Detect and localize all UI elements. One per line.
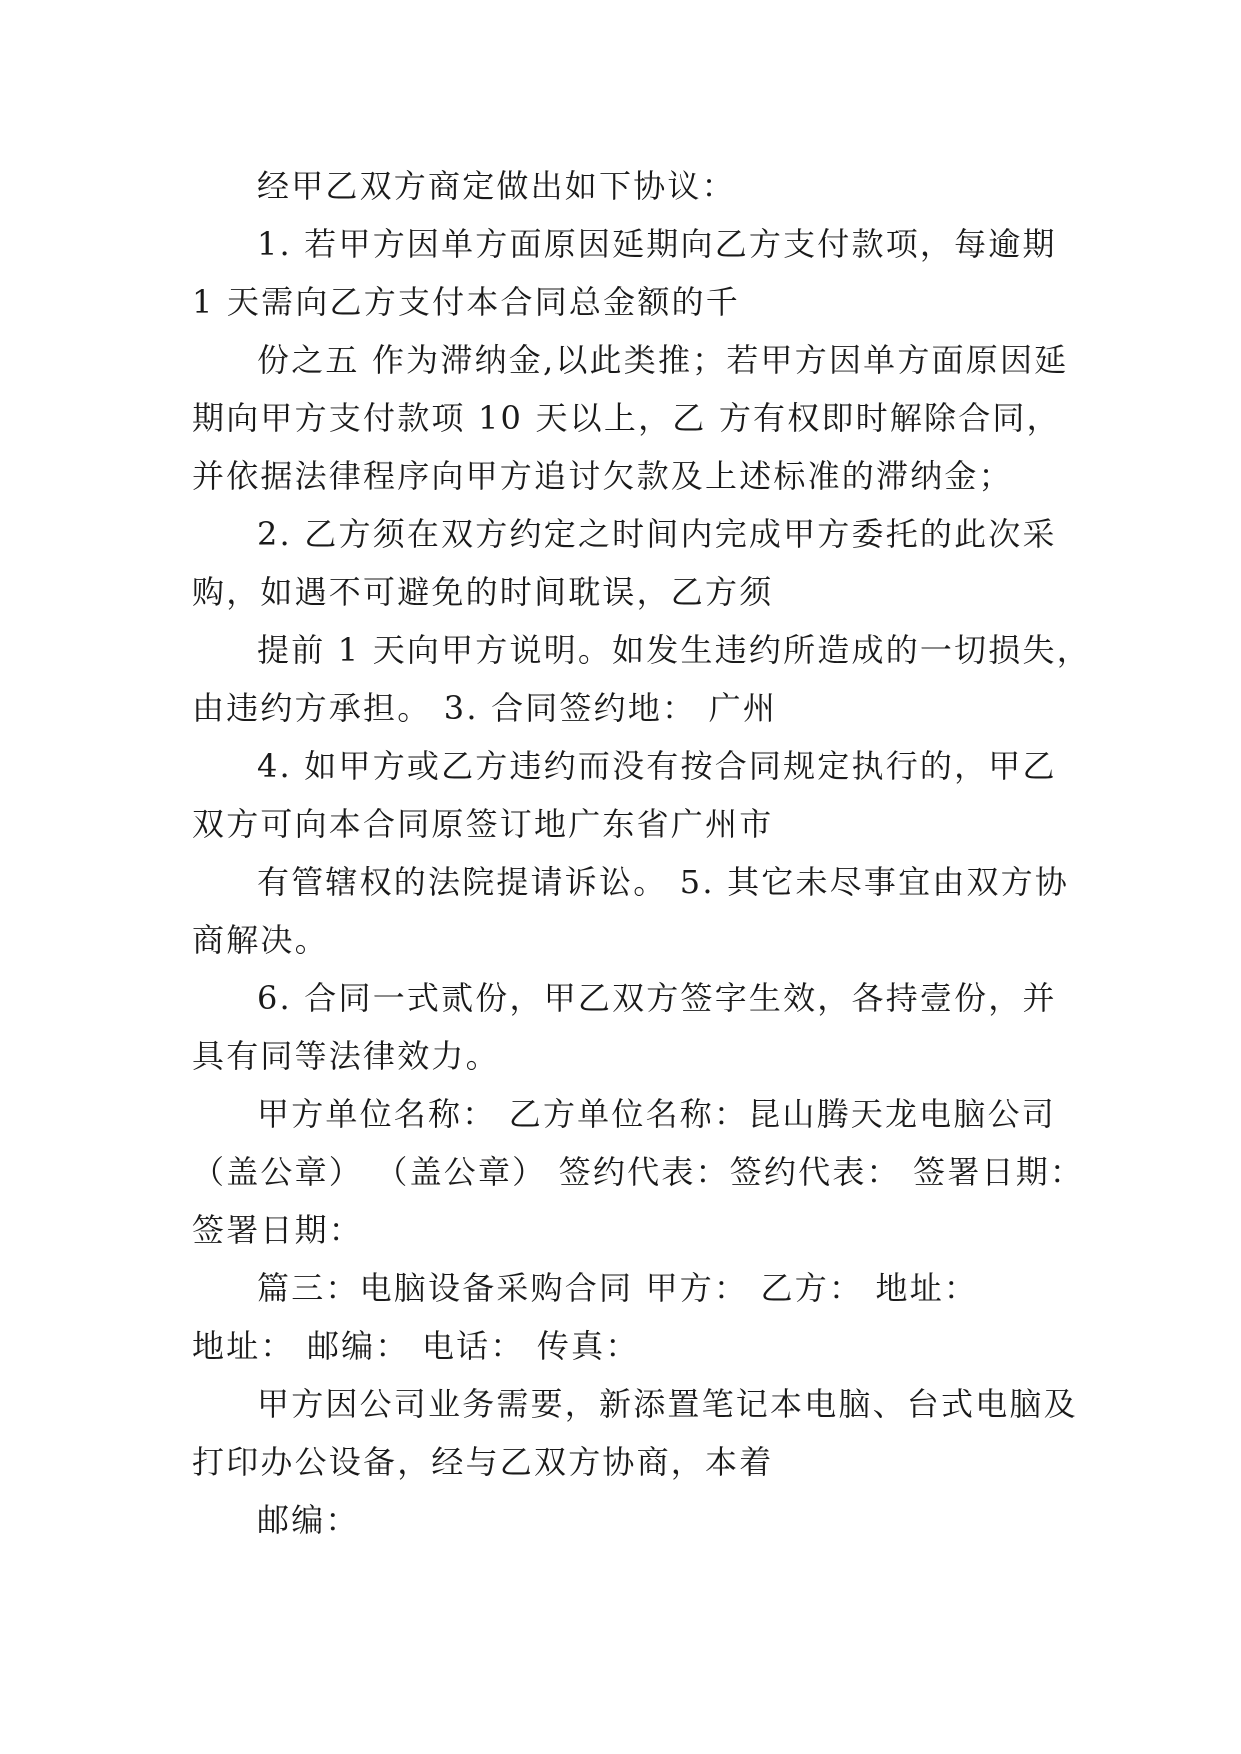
text-line: 1. 若甲方因单方面原因延期向乙方支付款项，每逾期 — [257, 225, 1057, 263]
text-line: 甲方因公司业务需要，新添置笔记本电脑、台式电脑及 — [257, 1385, 1078, 1423]
text-line: 1 天需向乙方支付本合同总金额的千 — [192, 283, 740, 321]
text-line: 经甲乙双方商定做出如下协议： — [257, 167, 736, 205]
text-line: 商解决。 — [192, 921, 329, 959]
text-line: 甲方单位名称： 乙方单位名称：昆山腾天龙电脑公司 — [257, 1095, 1056, 1133]
text-line: 并依据法律程序向甲方追讨欠款及上述标准的滞纳金； — [192, 457, 1013, 495]
text-line: 2. 乙方须在双方约定之时间内完成甲方委托的此次采 — [257, 515, 1057, 553]
text-line: 期向甲方支付款项 10 天以上，乙 方有权即时解除合同， — [192, 399, 1061, 437]
text-line: 购，如遇不可避免的时间耽误，乙方须 — [192, 573, 774, 611]
text-line: 4. 如甲方或乙方违约而没有按合同规定执行的，甲乙 — [257, 747, 1057, 785]
text-line: 份之五 作为滞纳金,以此类推；若甲方因单方面原因延 — [257, 341, 1069, 379]
text-line: 打印办公设备，经与乙双方协商，本着 — [192, 1443, 774, 1481]
text-line: 6. 合同一式贰份，甲乙双方签字生效，各持壹份，并 — [257, 979, 1057, 1017]
text-line: （盖公章） （盖公章） 签约代表：签约代表： 签署日期： — [192, 1153, 1085, 1191]
text-line: 地址： 邮编： 电话： 传真： — [192, 1327, 640, 1365]
text-line: 签署日期： — [192, 1211, 364, 1249]
text-line: 双方可向本合同原签订地广东省广州市 — [192, 805, 774, 843]
text-line: 由违约方承担。 3. 合同签约地： 广州 — [192, 689, 778, 727]
text-line: 有管辖权的法院提请诉讼。 5. 其它未尽事宜由双方协 — [257, 863, 1070, 901]
text-line: 邮编： — [257, 1501, 360, 1539]
text-line: 篇三：电脑设备采购合同 甲方： 乙方： 地址： — [257, 1269, 979, 1307]
text-line: 具有同等法律效力。 — [192, 1037, 500, 1075]
text-line: 提前 1 天向甲方说明。如发生违约所造成的一切损失， — [257, 631, 1091, 669]
